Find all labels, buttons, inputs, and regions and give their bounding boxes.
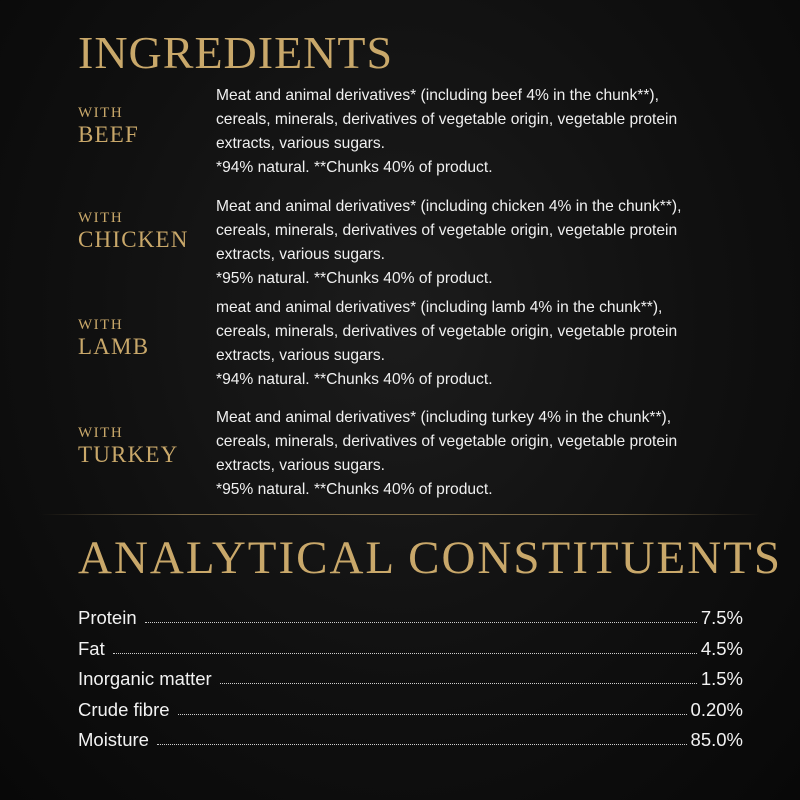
variant-description [216,195,786,291]
constituent-value: 0.20% [690,698,743,720]
description-line: *95% natural. **Chunks 40% of product. [216,481,493,498]
variant-description [216,406,786,502]
constituent-name: Crude fibre [78,698,170,720]
description-line: extracts, various sugars. [216,347,385,364]
variant-with-label: WITH [78,210,124,226]
variant-label [78,424,178,467]
description-line: extracts, various sugars. [216,246,385,263]
constituent-row-moisture [78,729,743,760]
dot-leader [178,714,687,715]
variant-label [78,209,189,252]
ingredients-title: INGREDIENTS [78,27,394,78]
variant-label [78,104,139,147]
variant-description [216,84,786,180]
description-line: cereals, minerals, derivatives of vegetable origin, vegetable protein [216,111,678,128]
constituent-name: Inorganic matter [78,668,212,689]
description-line: *94% natural. **Chunks 40% of product. [216,371,493,388]
variant-with-label: WITH [78,425,124,441]
description-line: *95% natural. **Chunks 40% of product. [216,270,493,287]
variant-with-label: WITH [78,105,124,121]
constituents-list [78,607,743,760]
constituent-row-protein [78,607,743,638]
dot-leader [220,683,697,684]
variant-meat-label: BEEF [78,122,140,147]
section-divider [40,514,760,515]
variant-with-label: WITH [78,317,124,333]
description-line: Meat and animal derivatives* (including turkey 4% in the chunk**), [216,409,672,426]
description-line: cereals, minerals, derivatives of vegetable origin, vegetable protein [216,222,678,239]
variant-meat-label: TURKEY [78,442,179,467]
description-line: extracts, various sugars. [216,457,385,474]
variant-description [216,296,786,392]
constituent-name: Moisture [78,729,149,750]
constituent-name: Protein [78,607,137,628]
dot-leader [113,653,697,654]
description-line: Meat and animal derivatives* (including beef 4% in the chunk**), [216,87,659,104]
dot-leader [157,744,687,745]
description-line: Meat and animal derivatives* (including chicken 4% in the chunk**), [216,198,682,215]
constituent-value: 7.5% [700,607,743,628]
analytical-constituents-title: ANALYTICAL CONSTITUENTS [78,532,783,584]
constituent-row-crude-fibre [78,699,743,730]
variant-label [78,316,149,359]
constituent-value: 4.5% [700,637,743,659]
dot-leader [145,622,697,623]
constituent-row-inorganic-matter [78,668,743,699]
description-line: cereals, minerals, derivatives of vegetable origin, vegetable protein [216,323,678,340]
description-line: cereals, minerals, derivatives of vegetable origin, vegetable protein [216,433,678,450]
description-line: meat and animal derivatives* (including lamb 4% in the chunk**), [216,299,663,316]
constituent-value: 1.5% [700,668,743,689]
description-line: extracts, various sugars. [216,135,385,152]
variant-meat-label: CHICKEN [78,227,189,252]
description-line: *94% natural. **Chunks 40% of product. [216,159,493,176]
variant-meat-label: LAMB [78,334,150,359]
constituent-row-fat [78,638,743,669]
constituent-name: Fat [78,637,105,659]
constituent-value: 85.0% [690,729,743,750]
